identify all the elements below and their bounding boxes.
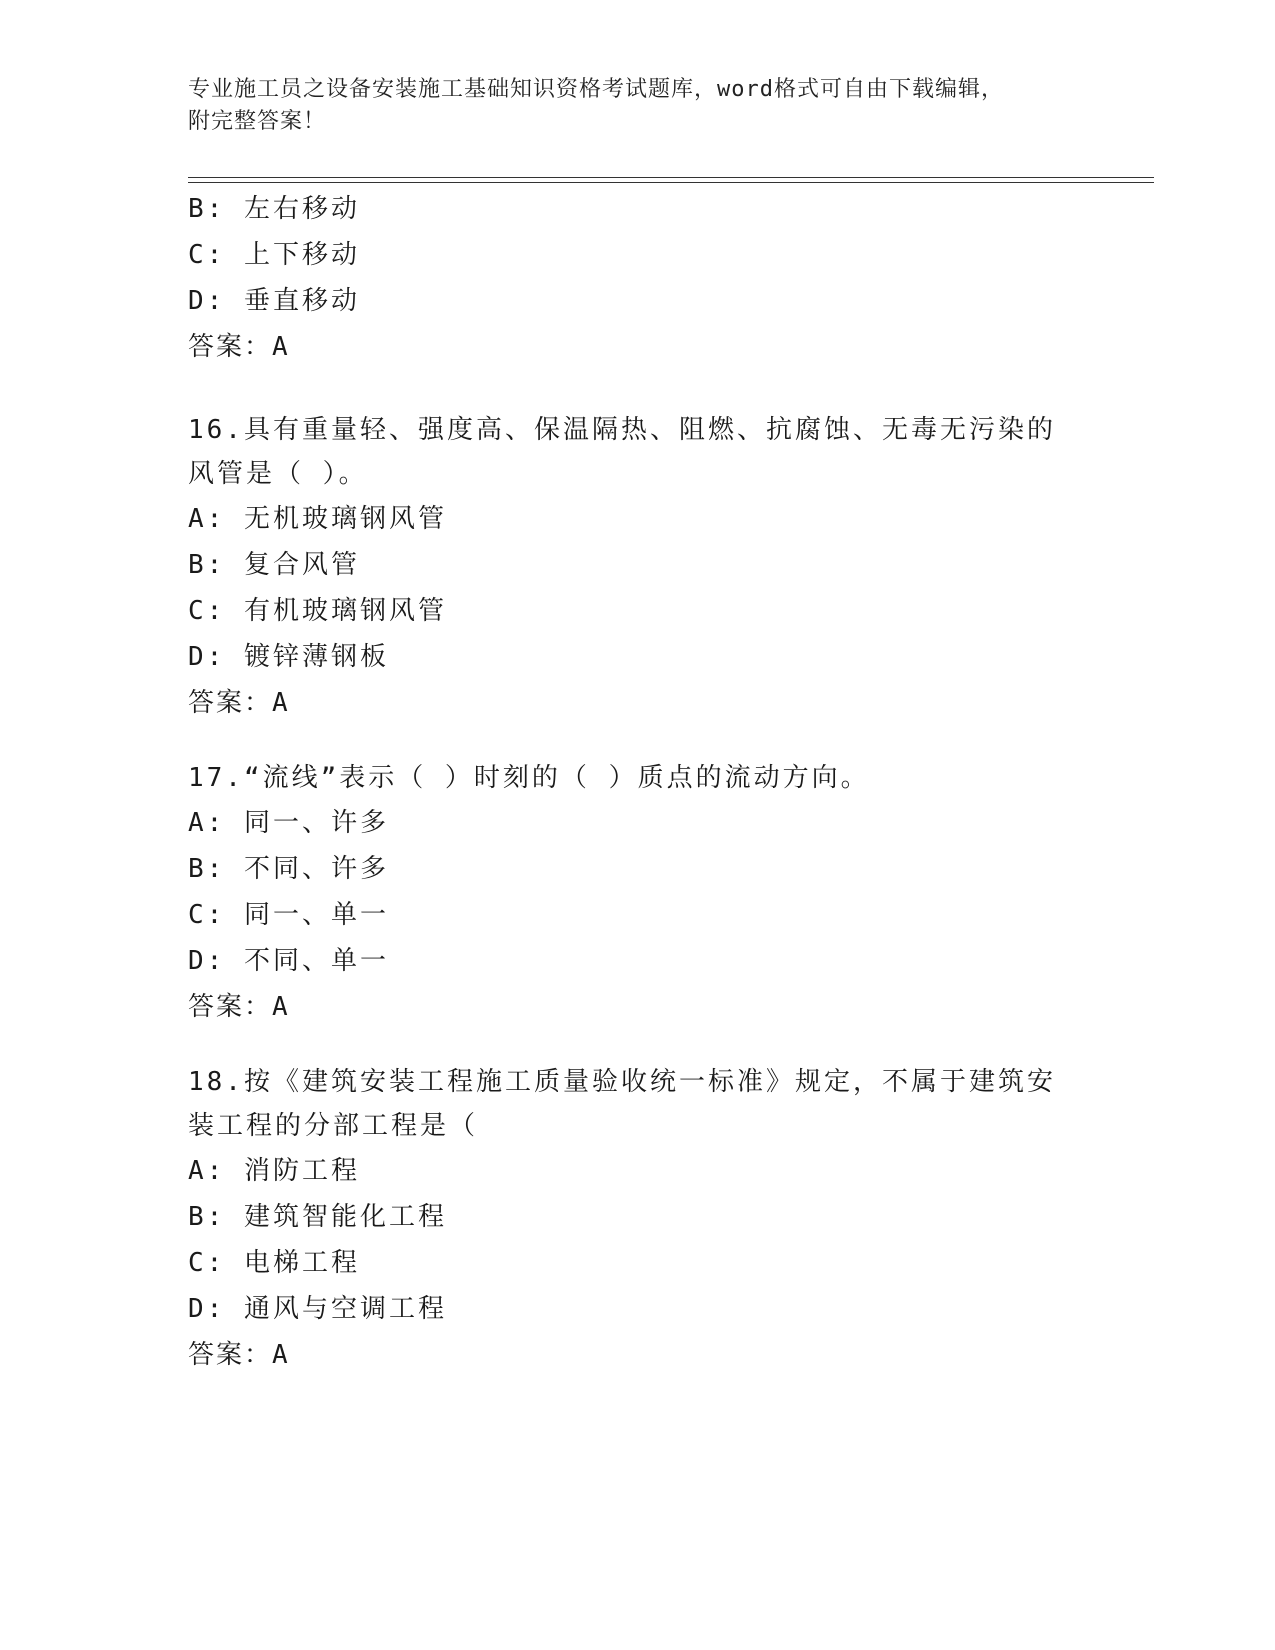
option-c: C: 有机玻璃钢风管 xyxy=(188,596,447,626)
answer-value: A xyxy=(272,1340,290,1370)
option-d: D: 镀锌薄钢板 xyxy=(188,642,389,672)
option-a: A: 同一、许多 xyxy=(188,808,389,838)
option-b: B: 左右移动 xyxy=(188,194,360,224)
question-text: 18.按《建筑安装工程施工质量验收统一标准》规定，不属于建筑安装工程的分部工程是（ xyxy=(188,1067,1056,1141)
answer-value: A xyxy=(272,992,290,1022)
page-header xyxy=(188,74,1088,138)
answer-line xyxy=(188,984,1088,1030)
answer-label: 答案： xyxy=(188,1340,273,1370)
answer-value: A xyxy=(272,688,290,718)
question-text: 17.“流线”表示（ ）时刻的（ ）质点的流动方向。 xyxy=(188,763,870,793)
question-18 xyxy=(188,1060,1088,1378)
question-17 xyxy=(188,756,1088,1030)
option-a: A: 无机玻璃钢风管 xyxy=(188,504,447,534)
option-c: C: 上下移动 xyxy=(188,240,360,270)
answer-label: 答案： xyxy=(188,688,273,718)
answer-line xyxy=(188,1332,1088,1378)
header-divider-top xyxy=(188,177,1154,178)
header-line-1: 专业施工员之设备安装施工基础知识资格考试题库，word格式可自由下载编辑， xyxy=(188,77,1004,102)
option-b: B: 不同、许多 xyxy=(188,854,389,884)
answer-label: 答案： xyxy=(188,992,273,1022)
answer-value: A xyxy=(272,332,290,362)
question-15-continuation xyxy=(188,186,1088,370)
option-d: D: 通风与空调工程 xyxy=(188,1294,447,1324)
header-line-2: 附完整答案！ xyxy=(188,109,327,134)
option-c: C: 电梯工程 xyxy=(188,1248,360,1278)
header-divider-bottom xyxy=(188,182,1154,183)
option-d: D: 不同、单一 xyxy=(188,946,389,976)
option-b: B: 复合风管 xyxy=(188,550,360,580)
option-d: D: 垂直移动 xyxy=(188,286,360,316)
question-text: 16.具有重量轻、强度高、保温隔热、阻燃、抗腐蚀、无毒无污染的风管是（ ）。 xyxy=(188,415,1056,489)
question-16 xyxy=(188,408,1088,726)
option-c: C: 同一、单一 xyxy=(188,900,389,930)
option-b: B: 建筑智能化工程 xyxy=(188,1202,447,1232)
option-a: A: 消防工程 xyxy=(188,1156,360,1186)
answer-line xyxy=(188,324,1088,370)
answer-label: 答案： xyxy=(188,332,273,362)
answer-line xyxy=(188,680,1088,726)
